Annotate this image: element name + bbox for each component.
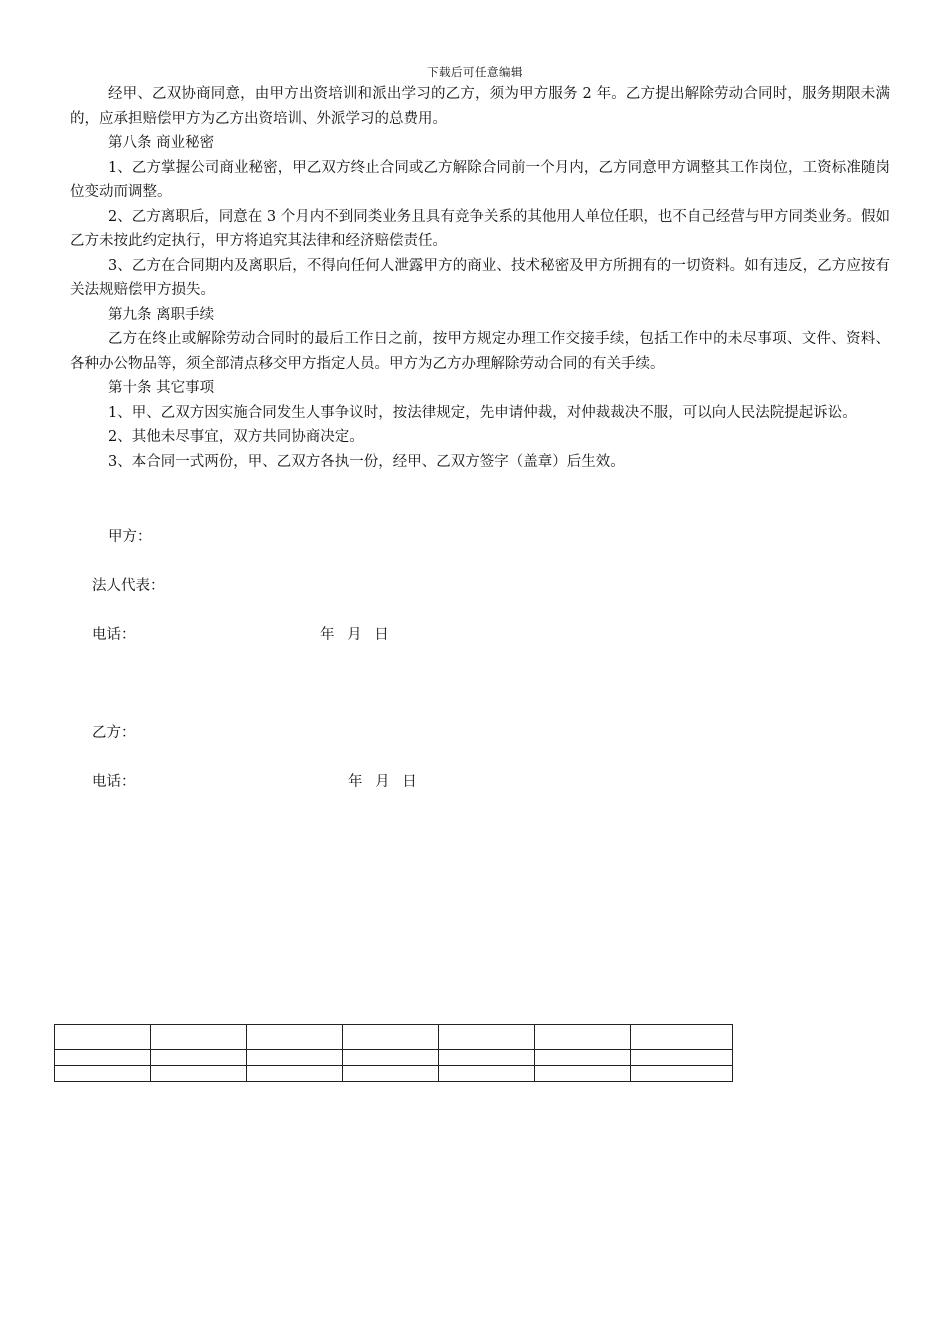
clause-8-2: 2、乙方离职后，同意在 3 个月内不到同类业务且具有竞争关系的其他用人单位任职，也不自己经营与甲方同类业务。假如乙方未按此约定执行，甲方将追究其法律和经济赔偿责任。: [70, 208, 890, 249]
phone-a-label: 电话：: [92, 627, 136, 643]
table-cell: [631, 1025, 733, 1050]
table-cell: [631, 1066, 733, 1082]
table-cell: [343, 1025, 439, 1050]
table-cell: [55, 1050, 151, 1066]
clause-9-1: 乙方在终止或解除劳动合同时的最后工作日之前，按甲方规定办理工作交接手续，包括工作中的未尽事项、文件、资料、各种办公物品等，须全部清点移交甲方指定人员。甲方为乙方办理解除劳动合同的有关手续。: [70, 331, 890, 372]
table-cell: [247, 1066, 343, 1082]
contract-body: [70, 82, 890, 474]
party-b-label: 乙方：: [92, 725, 136, 741]
date-a: 年 月 日: [320, 627, 389, 643]
table-cell: [247, 1050, 343, 1066]
section-heading-10: 第十条 其它事项: [108, 380, 215, 396]
table-cell: [151, 1066, 247, 1082]
table-cell: [247, 1025, 343, 1050]
section-heading-9: 第九条 离职手续: [108, 306, 215, 323]
table-row: [55, 1025, 733, 1050]
clause-10-2: 2、其他未尽事宜，双方共同协商决定。: [108, 429, 364, 445]
table-cell: [631, 1050, 733, 1066]
table-row: [55, 1066, 733, 1082]
table-cell: [535, 1066, 631, 1082]
table-cell: [439, 1025, 535, 1050]
clause-8-3: 3、乙方在合同期内及离职后，不得向任何人泄露甲方的商业、技术秘密及甲方所拥有的一切资料。如有违反，乙方应按有关法规赔偿甲方损失。: [70, 257, 890, 298]
table-cell: [343, 1050, 439, 1066]
page-header: 下载后可任意编辑: [427, 65, 523, 79]
table-cell: [151, 1025, 247, 1050]
clause-10-1: 1、甲、乙双方因实施合同发生人事争议时，按法律规定，先申请仲裁，对仲裁裁决不服，可以向人民法院提起诉讼。: [108, 404, 857, 421]
paragraph-training-service: 经甲、乙双协商同意，由甲方出资培训和派出学习的乙方，须为甲方服务 2 年。乙方提出解除劳动合同时，服务期限未满的，应承担赔偿甲方为乙方出资培训、外派学习的总费用。: [70, 86, 890, 127]
table-cell: [343, 1066, 439, 1082]
section-heading-8: 第八条 商业秘密: [108, 135, 215, 151]
clause-10-3: 3、本合同一式两份，甲、乙双方各执一份，经甲、乙双方签字（盖章）后生效。: [108, 453, 625, 470]
table-cell: [439, 1050, 535, 1066]
empty-table: [54, 1024, 733, 1082]
table-cell: [55, 1066, 151, 1082]
table-cell: [151, 1050, 247, 1066]
table-cell: [439, 1066, 535, 1082]
party-a-label: 甲方：: [108, 529, 152, 545]
table-cell: [55, 1025, 151, 1050]
phone-b-label: 电话：: [92, 774, 136, 790]
table-row: [55, 1050, 733, 1066]
table-cell: [535, 1025, 631, 1050]
legal-rep-label: 法人代表：: [92, 578, 165, 594]
clause-8-1: 1、乙方掌握公司商业秘密，甲乙双方终止合同或乙方解除合同前一个月内，乙方同意甲方调整其工作岗位，工资标准随岗位变动而调整。: [70, 159, 890, 200]
date-b: 年 月 日: [348, 774, 417, 790]
table-cell: [535, 1050, 631, 1066]
